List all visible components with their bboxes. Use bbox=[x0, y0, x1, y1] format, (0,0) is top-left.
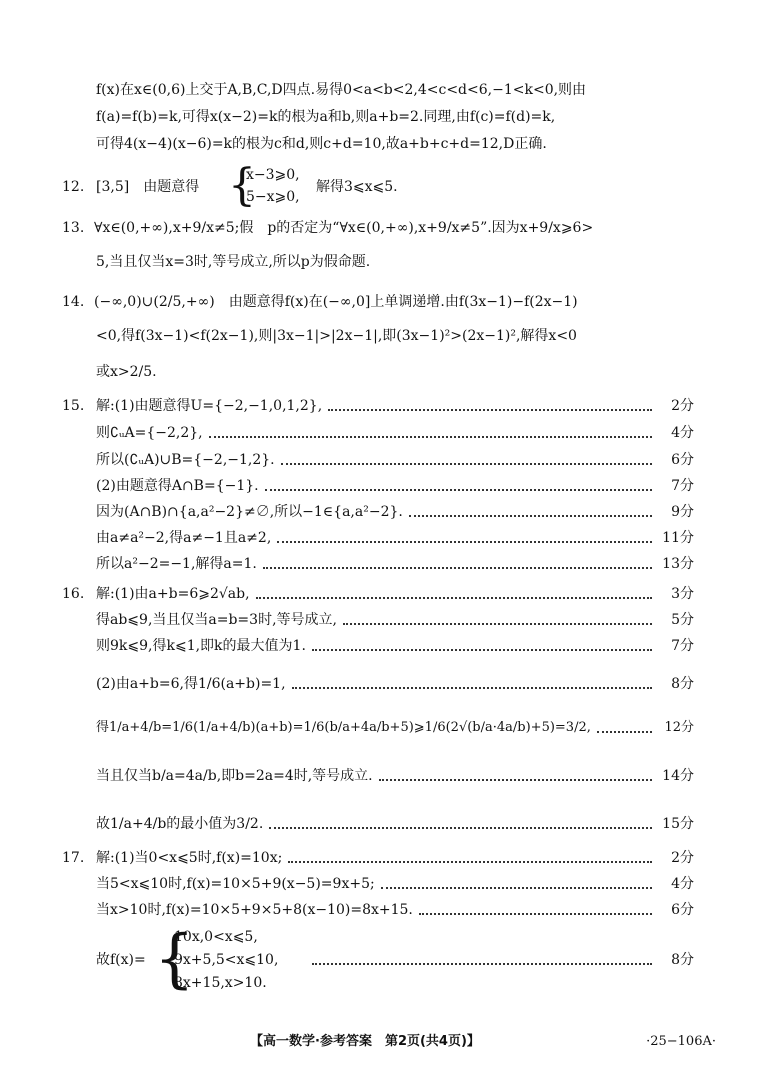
q16-row-score: 7分 bbox=[671, 638, 694, 654]
q16-row bbox=[96, 582, 694, 606]
q17-final-row bbox=[306, 949, 694, 971]
leader-dots bbox=[256, 597, 652, 599]
q14-number: 14. bbox=[62, 294, 85, 310]
q16-row bbox=[96, 756, 694, 796]
q17-row-text: 解:(1)当0<x⩽5时,f(x)=10x; bbox=[96, 850, 283, 866]
q13-line-2: 5,当且仅当x=3时,等号成立,所以p为假命题. bbox=[96, 254, 371, 270]
q12-system-line-2: 5−x⩾0, bbox=[246, 189, 300, 205]
q15-row-text: 由a≠a²−2,得a≠−1且a≠2, bbox=[96, 530, 272, 546]
leader-dots bbox=[281, 463, 652, 465]
q14-line-3: 或x>2/5. bbox=[96, 364, 157, 380]
q16-row bbox=[96, 708, 694, 748]
q14-line-1 bbox=[62, 282, 694, 322]
footer-code: ·25−106A· bbox=[646, 1034, 716, 1049]
q12-block bbox=[62, 160, 702, 211]
q16-row-text: 得ab⩽9,当且仅当a=b=3时,等号成立, bbox=[96, 612, 337, 628]
q13-text-1: ∀x∈(0,+∞),x+9/x≠5;假 p的否定为“∀x∈(0,+∞),x+9/x≠5”.因为x+9/x⩾6> bbox=[94, 220, 594, 236]
q12-number: 12. bbox=[62, 179, 85, 195]
leader-dots bbox=[409, 515, 652, 517]
leader-dots bbox=[312, 963, 652, 965]
q16-number: 16. bbox=[62, 586, 85, 602]
q15-row-score: 13分 bbox=[662, 556, 694, 572]
q17-final-prefix: 故f(x)= bbox=[96, 952, 146, 968]
q15-row bbox=[96, 474, 694, 498]
q12-prefix: [3,5] 由题意得 bbox=[96, 179, 200, 195]
leader-dots bbox=[263, 567, 652, 569]
q17-row-text: 当x>10时,f(x)=10×5+9×5+8(x−10)=8x+15. bbox=[96, 902, 413, 918]
q17-row-score: 2分 bbox=[671, 850, 694, 866]
q17-case-3: 8x+15,x>10. bbox=[174, 975, 267, 991]
q15-row-score: 6分 bbox=[671, 452, 694, 468]
q15-row bbox=[96, 448, 694, 472]
q15-row-score: 2分 bbox=[671, 398, 694, 414]
q15-row-text: 所以a²−2=−1,解得a=1. bbox=[96, 556, 257, 572]
q16-row-score: 8分 bbox=[671, 676, 694, 692]
leader-dots bbox=[343, 623, 652, 625]
q17-piecewise bbox=[96, 922, 696, 996]
q17-brace: { bbox=[154, 922, 195, 996]
q17-row-score: 6分 bbox=[671, 902, 694, 918]
q16-row bbox=[96, 608, 694, 632]
q17-row bbox=[96, 872, 694, 896]
leader-dots bbox=[288, 861, 652, 863]
leader-dots bbox=[209, 436, 652, 438]
leader-dots bbox=[328, 409, 652, 411]
q14-text-1: (−∞,0)∪(2/5,+∞) 由题意得f(x)在(−∞,0]上单调递增.由f(3x−1)−f(2x−1) bbox=[94, 294, 578, 310]
q12-system-line-1: x−3⩾0, bbox=[246, 167, 300, 183]
footer-title: 【高一数学·参考答案 第2页(共4页)】 bbox=[250, 1034, 480, 1049]
q17-case-2: 9x+5,5<x⩽10, bbox=[174, 952, 279, 968]
leader-dots bbox=[292, 687, 652, 689]
q14-line-2: <0,得f(3x−1)<f(2x−1),则|3x−1|>|2x−1|,即(3x−1)²>(2x−1)²,解得x<0 bbox=[96, 328, 577, 344]
q17-final-score: 8分 bbox=[671, 952, 694, 968]
q17-row-score: 4分 bbox=[671, 876, 694, 892]
q16-row-text: 故1/a+4/b的最小值为3/2. bbox=[96, 816, 264, 832]
q16-row-score: 15分 bbox=[662, 816, 694, 832]
q16-row-text: 得1/a+4/b=1/6(1/a+4/b)(a+b)=1/6(b/a+4a/b+5)⩾1/6(2√(b/a·4a/b)+5)=3/2, bbox=[96, 720, 591, 735]
leader-dots bbox=[269, 827, 652, 829]
q15-row bbox=[96, 500, 694, 524]
q15-row-text: 则∁ᵤA={−2,2}, bbox=[96, 425, 203, 441]
leader-dots bbox=[277, 541, 652, 543]
q16-row-score: 14分 bbox=[662, 768, 694, 784]
q15-row-text: 因为(A∩B)∩{a,a²−2}≠∅,所以−1∈{a,a²−2}. bbox=[96, 504, 403, 520]
q16-row-score: 12分 bbox=[664, 720, 694, 735]
q13-number: 13. bbox=[62, 220, 85, 236]
q17-number: 17. bbox=[62, 850, 85, 866]
q15-row-text: 所以(∁ᵤA)∪B={−2,−1,2}. bbox=[96, 452, 275, 468]
q15-row bbox=[96, 394, 694, 418]
q16-row-score: 5分 bbox=[671, 612, 694, 628]
q16-row bbox=[96, 804, 694, 844]
q15-row-score: 7分 bbox=[671, 478, 694, 494]
q15-number: 15. bbox=[62, 398, 85, 414]
q12-suffix: 解得3⩽x⩽5. bbox=[316, 179, 398, 195]
q17-case-1: 10x,0<x⩽5, bbox=[174, 929, 258, 945]
q15-row-score: 11分 bbox=[662, 530, 694, 546]
q17-row bbox=[96, 846, 694, 870]
leader-dots bbox=[381, 887, 652, 889]
page-footer bbox=[0, 1032, 764, 1052]
q16-row-text: 解:(1)由a+b=6⩾2√ab, bbox=[96, 586, 250, 602]
q15-row bbox=[96, 552, 694, 576]
leader-dots bbox=[312, 649, 652, 651]
q15-row bbox=[96, 526, 694, 550]
q16-row-text: 当且仅当b/a=4a/b,即b=2a=4时,等号成立. bbox=[96, 768, 373, 784]
intro-line-2: f(a)=f(b)=k,可得x(x−2)=k的根为a和b,则a+b=2.同理,由f(c)=f(d)=k, bbox=[96, 109, 556, 125]
q15-row-text: (2)由题意得A∩B={−1}. bbox=[96, 478, 259, 494]
q13-line-1 bbox=[62, 208, 694, 248]
q17-row-text: 当5<x⩽10时,f(x)=10×5+9(x−5)=9x+5; bbox=[96, 876, 375, 892]
intro-line-3: 可得4(x−4)(x−6)=k的根为c和d,则c+d=10,故a+b+c+d=12,D正确. bbox=[96, 136, 547, 152]
leader-dots bbox=[265, 489, 652, 491]
q12-brace: { bbox=[228, 160, 256, 211]
leader-dots bbox=[597, 731, 652, 733]
q16-row-text: (2)由a+b=6,得1/6(a+b)=1, bbox=[96, 676, 286, 692]
q16-row-text: 则9k⩽9,得k⩽1,即k的最大值为1. bbox=[96, 638, 306, 654]
q16-row bbox=[96, 634, 694, 658]
q15-row-text: 解:(1)由题意得U={−2,−1,0,1,2}, bbox=[96, 398, 323, 414]
q16-row-score: 3分 bbox=[671, 586, 694, 602]
intro-line-1: f(x)在x∈(0,6)上交于A,B,C,D四点.易得0<a<b<2,4<c<d<6,−1<k<0,则由 bbox=[96, 82, 587, 98]
q17-row bbox=[96, 898, 694, 922]
q15-row-score: 9分 bbox=[671, 504, 694, 520]
leader-dots bbox=[379, 779, 652, 781]
q16-row bbox=[96, 664, 694, 704]
q15-row bbox=[96, 421, 694, 445]
q15-row-score: 4分 bbox=[671, 425, 694, 441]
leader-dots bbox=[419, 913, 652, 915]
